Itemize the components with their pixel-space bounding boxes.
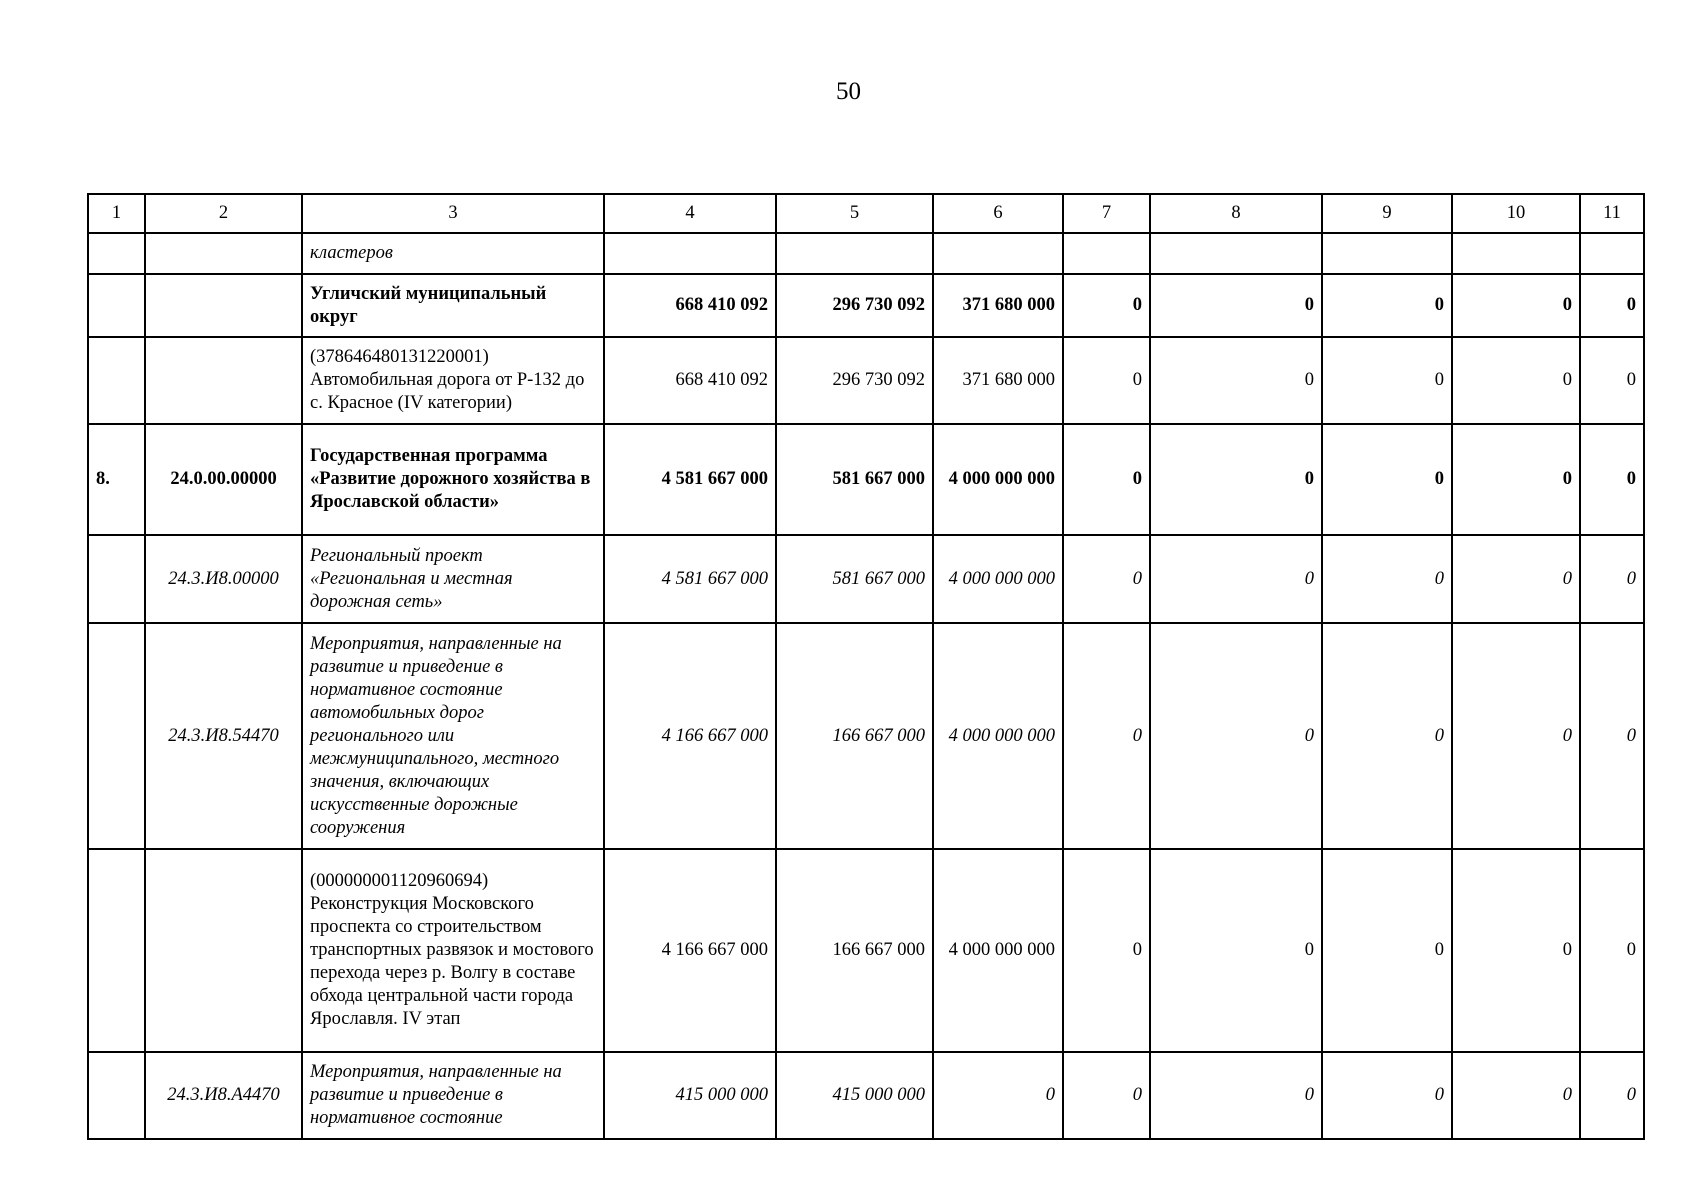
value-cell: 4 000 000 000 [933,849,1063,1052]
value-cell: 0 [1580,535,1644,623]
value-cell: 0 [1150,623,1322,849]
value-cell: 0 [1063,535,1150,623]
column-header: 11 [1580,194,1644,233]
value-cell [933,233,1063,274]
value-cell: 415 000 000 [776,1052,933,1139]
column-header: 9 [1322,194,1452,233]
budget-table [87,193,1645,1140]
value-cell: 0 [1580,274,1644,337]
row-name: Государственная программа «Развитие дорожного хозяйства в Ярославской области» [302,424,604,535]
value-cell: 0 [1580,1052,1644,1139]
value-cell: 296 730 092 [776,274,933,337]
value-cell: 0 [1150,849,1322,1052]
value-cell: 0 [1322,623,1452,849]
row-index [88,535,145,623]
value-cell [1322,233,1452,274]
value-cell [1063,233,1150,274]
column-header: 6 [933,194,1063,233]
row-index [88,849,145,1052]
table-header-row [88,194,1644,233]
value-cell: 668 410 092 [604,337,776,424]
value-cell [1150,233,1322,274]
table-row [88,1052,1644,1139]
value-cell: 0 [1150,424,1322,535]
value-cell: 0 [1452,1052,1580,1139]
value-cell: 0 [1150,337,1322,424]
table-row [88,274,1644,337]
row-name: Угличский муниципальный округ [302,274,604,337]
table-row [88,337,1644,424]
row-name: кластеров [302,233,604,274]
column-header: 1 [88,194,145,233]
row-code [145,337,302,424]
row-code: 24.0.00.00000 [145,424,302,535]
value-cell: 4 166 667 000 [604,623,776,849]
table-row [88,623,1644,849]
column-header: 3 [302,194,604,233]
value-cell: 0 [1452,337,1580,424]
value-cell: 0 [1150,274,1322,337]
value-cell: 0 [1063,274,1150,337]
value-cell: 0 [1150,535,1322,623]
value-cell: 4 000 000 000 [933,623,1063,849]
column-header: 8 [1150,194,1322,233]
value-cell: 0 [1063,1052,1150,1139]
value-cell: 415 000 000 [604,1052,776,1139]
row-index [88,274,145,337]
value-cell: 4 166 667 000 [604,849,776,1052]
value-cell: 581 667 000 [776,535,933,623]
value-cell: 4 581 667 000 [604,424,776,535]
value-cell: 0 [1452,424,1580,535]
value-cell: 371 680 000 [933,337,1063,424]
value-cell: 0 [1322,535,1452,623]
row-code: 24.3.И8.00000 [145,535,302,623]
value-cell: 0 [1452,623,1580,849]
row-name: (000000001120960694) Реконструкция Московского проспекта со строительством транспортных развязок и мостового перехода через р. Волгу в составе обхода центральной части города Ярославля. IV этап [302,849,604,1052]
value-cell: 0 [1063,337,1150,424]
value-cell: 0 [1063,424,1150,535]
value-cell: 4 000 000 000 [933,535,1063,623]
row-index [88,337,145,424]
row-index [88,623,145,849]
value-cell: 166 667 000 [776,849,933,1052]
value-cell: 0 [1580,623,1644,849]
row-name: (378646480131220001) Автомобильная дорога от Р-132 до с. Красное (IV категории) [302,337,604,424]
row-index [88,233,145,274]
value-cell: 4 581 667 000 [604,535,776,623]
row-index: 8. [88,424,145,535]
value-cell: 0 [1322,274,1452,337]
row-code: 24.3.И8.54470 [145,623,302,849]
value-cell: 371 680 000 [933,274,1063,337]
value-cell: 0 [1322,424,1452,535]
row-code [145,233,302,274]
table-row [88,849,1644,1052]
page-number: 50 [836,78,861,105]
value-cell [1452,233,1580,274]
value-cell [1580,233,1644,274]
value-cell: 0 [1322,849,1452,1052]
row-name: Мероприятия, направленные на развитие и приведение в нормативное состояние [302,1052,604,1139]
value-cell: 0 [1150,1052,1322,1139]
row-name: Региональный проект «Региональная и местная дорожная сеть» [302,535,604,623]
value-cell: 0 [1580,424,1644,535]
value-cell: 0 [1452,274,1580,337]
value-cell: 0 [933,1052,1063,1139]
value-cell: 0 [1063,623,1150,849]
column-header: 5 [776,194,933,233]
value-cell [604,233,776,274]
column-header: 10 [1452,194,1580,233]
value-cell: 668 410 092 [604,274,776,337]
value-cell: 0 [1322,1052,1452,1139]
table-row [88,233,1644,274]
value-cell: 4 000 000 000 [933,424,1063,535]
value-cell: 0 [1580,337,1644,424]
value-cell [776,233,933,274]
row-index [88,1052,145,1139]
table-row [88,535,1644,623]
value-cell: 0 [1452,849,1580,1052]
column-header: 7 [1063,194,1150,233]
value-cell: 581 667 000 [776,424,933,535]
value-cell: 0 [1063,849,1150,1052]
row-name: Мероприятия, направленные на развитие и приведение в нормативное состояние автомобильных дорог регионального или межмуниципального, местного значения, включающих искусственные дорожные сооружения [302,623,604,849]
value-cell: 0 [1322,337,1452,424]
value-cell: 0 [1580,849,1644,1052]
row-code [145,274,302,337]
value-cell: 0 [1452,535,1580,623]
row-code [145,849,302,1052]
column-header: 4 [604,194,776,233]
value-cell: 296 730 092 [776,337,933,424]
table-row [88,424,1644,535]
row-code: 24.3.И8.А4470 [145,1052,302,1139]
column-header: 2 [145,194,302,233]
value-cell: 166 667 000 [776,623,933,849]
